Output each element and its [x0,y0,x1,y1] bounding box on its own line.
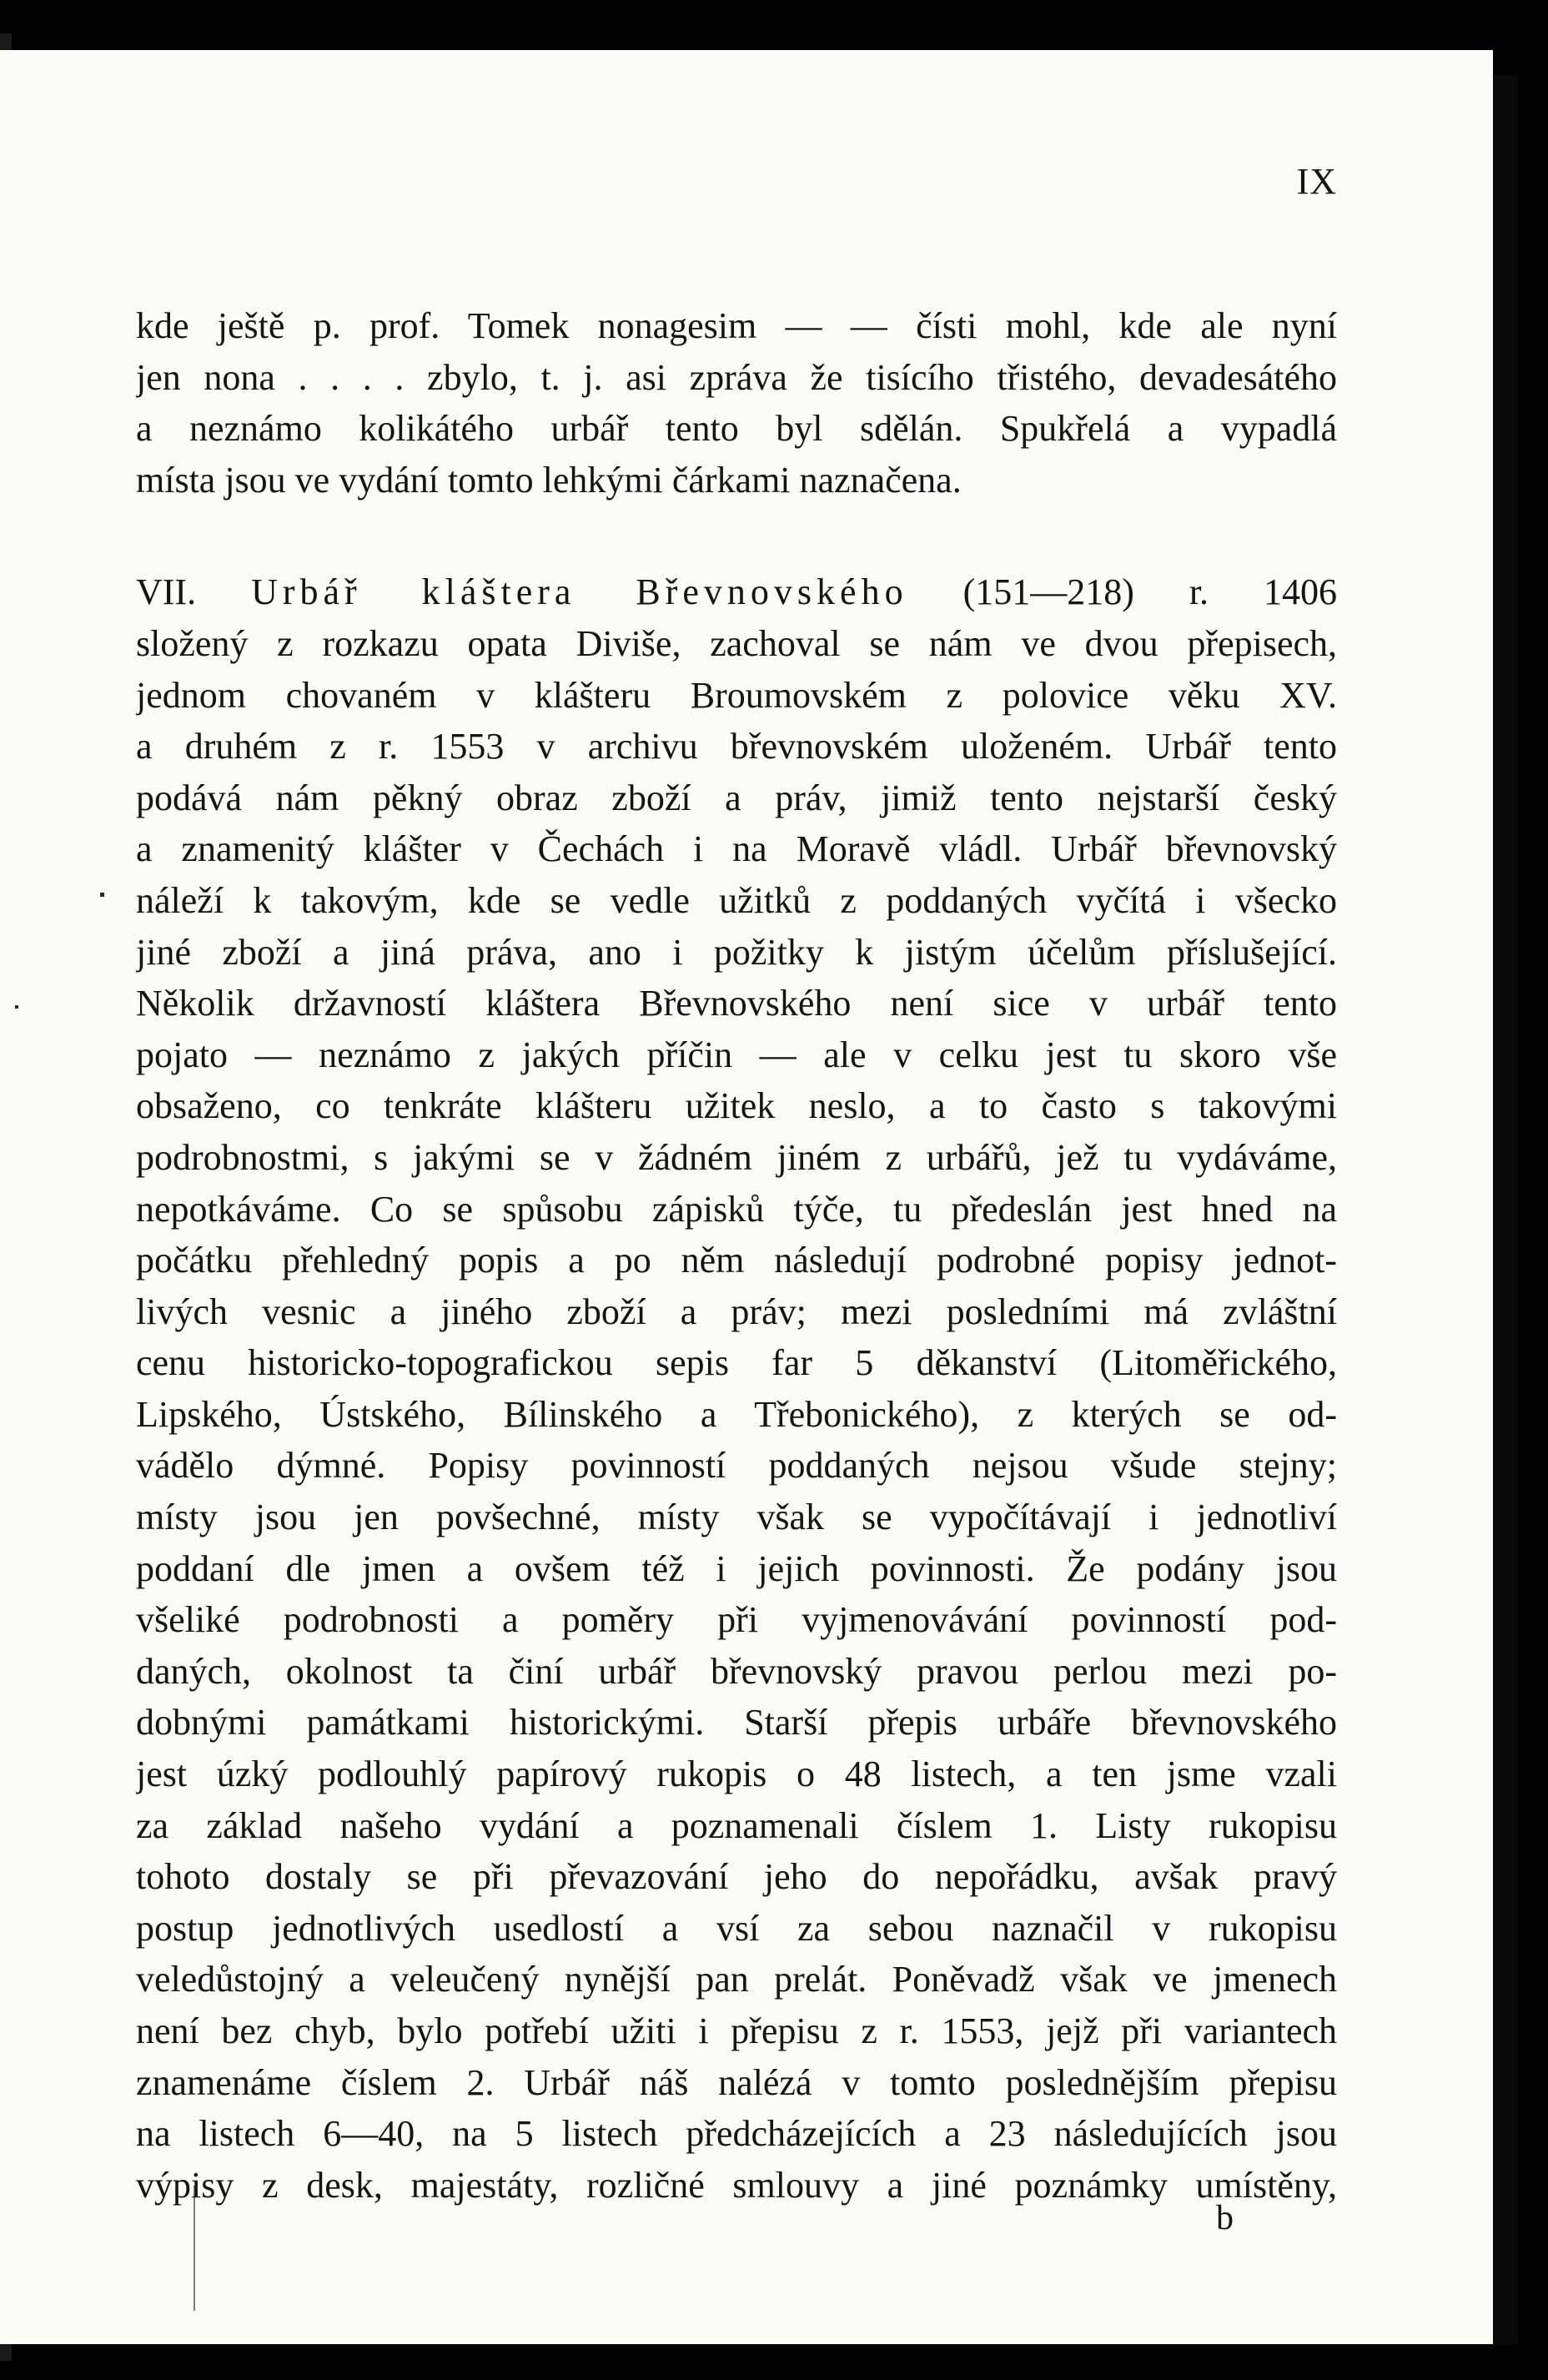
section-number: VII. [136,571,197,613]
body-text [136,300,1337,2211]
text-line: Lipského, Ústského, Bílinského a Třebonického), z kterých se od- [136,1393,1337,1435]
paragraph-gap [136,506,1337,566]
text-line: na listech 6—40, na 5 listech předcházejících a 23 následujících jsou [136,2113,1337,2155]
text-line: poddaní dle jmen a ovšem též i jejich povinnosti. Že podány jsou [136,1547,1337,1589]
text-line: podrobnostmi, s jakými se v žádném jiném z urbářů, jež tu vydáváme, [136,1136,1337,1178]
text-line: za základ našeho vydání a poznamenali číslem 1. Listy rukopisu [136,1804,1337,1846]
section-heading-line [136,566,1337,618]
text-line: jiné zboží a jiná práva, ano i požitky k jistým účelům příslušející. [136,931,1337,973]
text-line: místa jsou ve vydání tomto lehkými čárkami naznačena. [136,459,962,501]
text-line: kde ještě p. prof. Tomek nonagesim — — čísti mohl, kde ale nyní [136,305,1337,346]
text-line: jest úzký podlouhlý papírový rukopis o 48 listech, a ten jsme vzali [136,1754,1337,1795]
text-line: počátku přehledný popis a po něm následují podrobné popisy jednot- [136,1240,1337,1281]
text-line: nepotkáváme. Co se spůsobu zápisků týče, tu předeslán jest hned na [136,1188,1337,1230]
text-line: znamenáme číslem 2. Urbář náš nalézá v tomto poslednějším přepisu [136,2061,1337,2103]
text-line: pojato — neznámo z jakých příčin — ale v celku jest tu skoro vše [136,1034,1337,1075]
text-line: složený z rozkazu opata Diviše, zachoval se nám ve dvou přepisech, [136,622,1337,664]
section-heading-rest: (151—218) r. 1406 [962,571,1337,613]
text-line: livých vesnic a jiného zboží a práv; mezi posledními má zvláštní [136,1291,1337,1332]
text-line: daných, okolnost ta činí urbář břevnovský pravou perlou mezi po- [136,1650,1337,1692]
text-line: tohoto dostaly se při převazování jeho do nepořádku, avšak pravý [136,1856,1337,1898]
section-title: Urbář kláštera Břevnovského [251,571,908,613]
text-line: podává nám pěkný obraz zboží a práv, jimiž tento nejstarší český [136,777,1337,818]
text-line: obsaženo, co tenkráte klášteru užitek neslo, a to často s takovými [136,1085,1337,1127]
page-edge-shadow [1493,75,1518,2344]
signature-mark: b [1216,2199,1234,2237]
text-line: všeliké podrobnosti a poměry při vyjmenovávání povinností pod- [136,1599,1337,1641]
book-page [0,50,1493,2344]
text-line: místy jsou jen povšechné, místy však se vypočítávají i jednotliví [136,1497,1337,1538]
text-line: není bez chyb, bylo potřebí užiti i přepisu z r. 1553, jejž při variantech [136,2010,1337,2051]
text-line: veledůstojný a veleučený nynější pan prelát. Poněvadž však ve jmenech [136,1959,1337,2000]
text-line: a druhém z r. 1553 v archivu břevnovském uloženém. Urbář tento [136,726,1337,767]
text-line: jen nona . . . . zbylo, t. j. asi zpráva že tisícího třistého, devadesátého [136,356,1337,398]
text-line: cenu historicko-topografickou sepis far 5 děkanství (Litoměřického, [136,1342,1337,1384]
text-line: postup jednotlivých usedlostí a vsí za sebou naznačil v rukopisu [136,1907,1337,1949]
text-line: náleží k takovým, kde se vedle užitků z poddaných vyčítá i všecko [136,879,1337,921]
text-line: dobnými památkami historickými. Starší přepis urbáře břevnovského [136,1702,1337,1743]
margin-speck [100,893,104,897]
text-line: jednom chovaném v klášteru Broumovském z polovice věku XV. [136,674,1337,716]
margin-speck [15,1005,18,1009]
text-line: vádělo dýmné. Popisy povinností poddaných nejsou všude stejny; [136,1445,1337,1487]
text-line: Několik državností kláštera Břevnovského není sice v urbář tento [136,983,1337,1024]
page-number: IX [1296,161,1337,202]
text-line: a znamenitý klášter v Čechách i na Moravě vládl. Urbář břevnovský [136,828,1337,870]
text-line: výpisy z desk, majestáty, rozličné smlouvy a jiné poznámky umístěny, [136,2164,1337,2206]
text-line: a neznámo kolikátého urbář tento byl sdělán. Spukřelá a vypadlá [136,408,1337,450]
